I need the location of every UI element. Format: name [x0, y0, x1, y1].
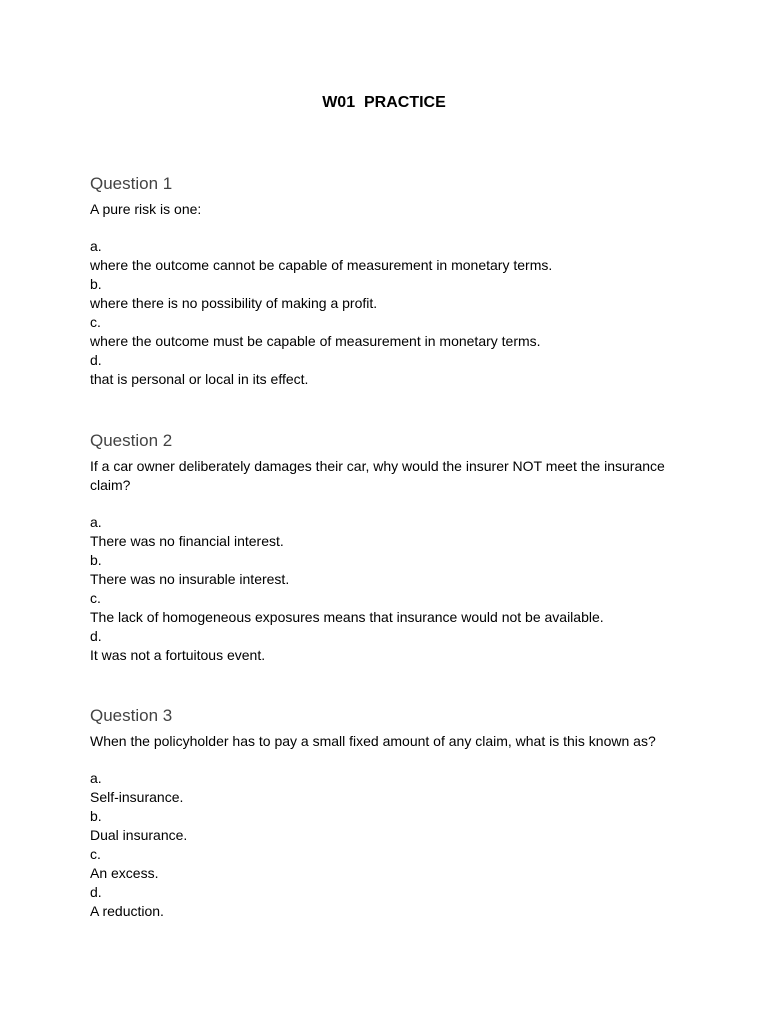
document-title: W01 PRACTICE: [322, 94, 446, 111]
question-text: When the policyholder has to pay a small fixed amount of any claim, what is this known as?: [90, 733, 656, 749]
question-block: [90, 705, 680, 921]
option-text: The lack of homogeneous exposures means that insurance would not be available.: [90, 609, 604, 625]
question-heading: Question 3: [90, 706, 173, 725]
option-letter: d.: [90, 628, 102, 644]
question-heading: Question 2: [90, 431, 173, 450]
option-text: where the outcome cannot be capable of measurement in monetary terms.: [90, 257, 553, 273]
question-block: [90, 430, 680, 665]
option-letter: c.: [90, 590, 101, 606]
option-letter: a.: [90, 514, 102, 530]
option-letter: a.: [90, 770, 102, 786]
option-text: It was not a fortuitous event.: [90, 647, 266, 663]
question-heading: Question 1: [90, 174, 173, 193]
option-letter: d.: [90, 884, 102, 900]
option-text: There was no insurable interest.: [90, 571, 290, 587]
option-letter: a.: [90, 238, 102, 254]
option-letter: b.: [90, 808, 102, 824]
option-text: An excess.: [90, 865, 159, 881]
option-letter: c.: [90, 846, 101, 862]
option-text: Self-insurance.: [90, 789, 184, 805]
option-text: that is personal or local in its effect.: [90, 371, 309, 387]
question-block: [90, 173, 680, 389]
option-letter: d.: [90, 352, 102, 368]
option-letter: c.: [90, 314, 101, 330]
question-text: A pure risk is one:: [90, 201, 202, 217]
option-text: A reduction.: [90, 903, 164, 919]
option-letter: b.: [90, 276, 102, 292]
option-text: where the outcome must be capable of measurement in monetary terms.: [90, 333, 541, 349]
option-text: Dual insurance.: [90, 827, 188, 843]
question-text: If a car owner deliberately damages their car, why would the insurer NOT meet the insurance claim?: [90, 458, 665, 493]
option-text: There was no financial interest.: [90, 533, 284, 549]
option-text: where there is no possibility of making a profit.: [90, 295, 378, 311]
option-letter: b.: [90, 552, 102, 568]
